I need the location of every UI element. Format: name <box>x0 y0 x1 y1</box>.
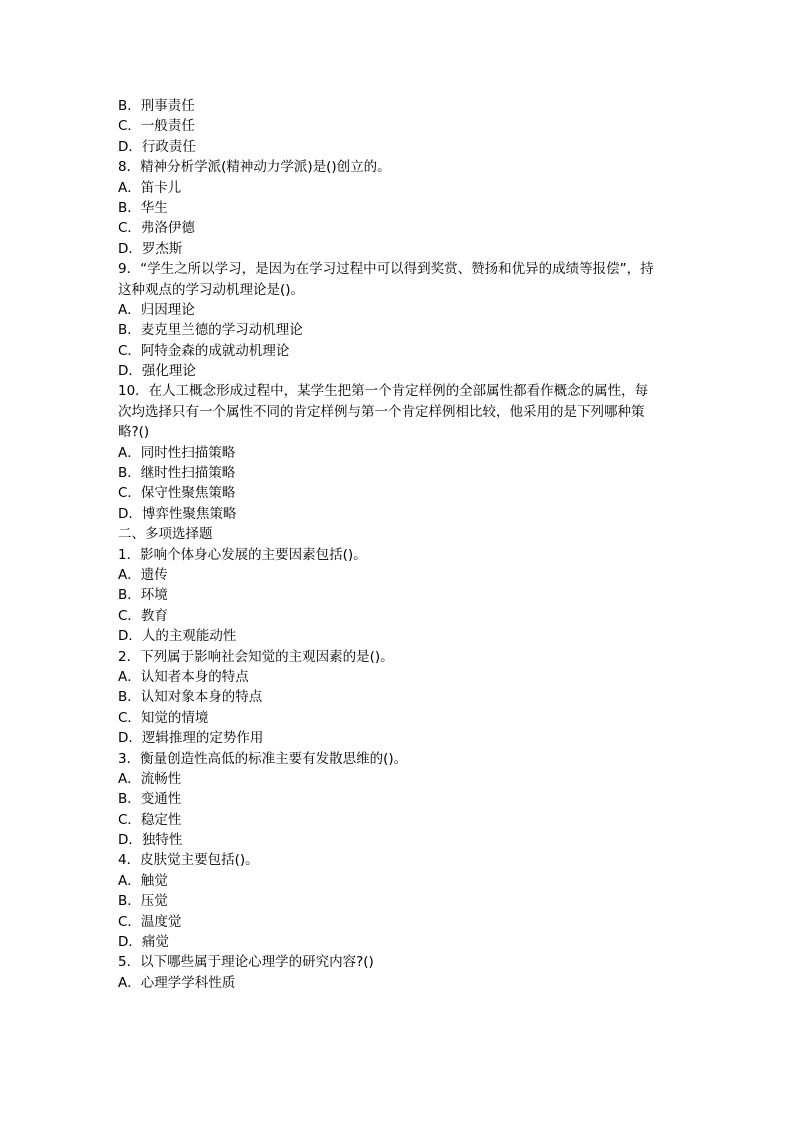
mc3-option-a: A．流畅性 <box>118 770 182 787</box>
mc-question-1: 1．影响个体身心发展的主要因素包括()。 <box>118 546 367 563</box>
mc4-option-b: B．压觉 <box>118 893 168 910</box>
section-heading-multiple-choice: 二、多项选择题 <box>118 526 213 543</box>
mc-question-5: 5．以下哪些属于理论心理学的研究内容?() <box>118 954 374 971</box>
mc-question-4: 4．皮肤觉主要包括()。 <box>118 852 259 869</box>
option-c-general-liability: C．一般责任 <box>118 118 195 135</box>
q8-option-d: D．罗杰斯 <box>118 240 183 257</box>
q10-option-b: B．继时性扫描策略 <box>118 465 236 482</box>
mc4-option-d: D．痛觉 <box>118 934 169 951</box>
q9-option-d: D．强化理论 <box>118 363 196 380</box>
mc4-option-c: C．温度觉 <box>118 913 182 930</box>
document-page <box>118 96 678 993</box>
question-10-continued-1: 次均选择只有一个属性不同的肯定样例与第一个肯定样例相比较，他采用的是下列哪种策 <box>118 403 645 420</box>
question-10: 10．在人工概念形成过程中，某学生把第一个肯定样例的全部属性都看作概念的属性，每 <box>118 383 649 400</box>
mc1-option-b: B．环境 <box>118 587 168 604</box>
option-d-administrative-liability: D．行政责任 <box>118 138 196 155</box>
question-9: 9．“学生之所以学习，是因为在学习过程中可以得到奖赏、赞扬和优异的成绩等报偿”，持 <box>118 261 654 278</box>
mc4-option-a: A．触觉 <box>118 872 168 889</box>
mc3-option-b: B．变通性 <box>118 791 182 808</box>
mc3-option-c: C．稳定性 <box>118 811 182 828</box>
q9-option-c: C．阿特金森的成就动机理论 <box>118 342 290 359</box>
mc2-option-d: D．逻辑推理的定势作用 <box>118 730 264 747</box>
mc1-option-a: A．遗传 <box>118 566 168 583</box>
q10-option-c: C．保守性聚焦策略 <box>118 485 236 502</box>
mc1-option-c: C．教育 <box>118 607 168 624</box>
mc-question-2: 2．下列属于影响社会知觉的主观因素的是()。 <box>118 648 394 665</box>
question-10-continued-2: 略?() <box>118 424 150 441</box>
mc-question-3: 3．衡量创造性高低的标准主要有发散思维的()。 <box>118 750 408 767</box>
mc2-option-b: B．认知对象本身的特点 <box>118 689 263 706</box>
question-9-continued: 这种观点的学习动机理论是()。 <box>118 281 305 298</box>
question-8: 8．精神分析学派(精神动力学派)是()创立的。 <box>118 159 391 176</box>
q8-option-b: B．华生 <box>118 199 168 216</box>
q9-option-b: B．麦克里兰德的学习动机理论 <box>118 322 303 339</box>
mc3-option-d: D．独特性 <box>118 832 183 849</box>
mc2-option-a: A．认知者本身的特点 <box>118 668 249 685</box>
q8-option-c: C．弗洛伊德 <box>118 220 195 237</box>
mc5-option-a: A．心理学学科性质 <box>118 974 236 991</box>
q8-option-a: A．笛卡儿 <box>118 179 182 196</box>
q10-option-a: A．同时性扫描策略 <box>118 444 236 461</box>
mc1-option-d: D．人的主观能动性 <box>118 628 237 645</box>
q10-option-d: D．博弈性聚焦策略 <box>118 505 237 522</box>
mc2-option-c: C．知觉的情境 <box>118 709 209 726</box>
q9-option-a: A．归因理论 <box>118 301 195 318</box>
option-b-criminal-liability: B．刑事责任 <box>118 98 195 114</box>
